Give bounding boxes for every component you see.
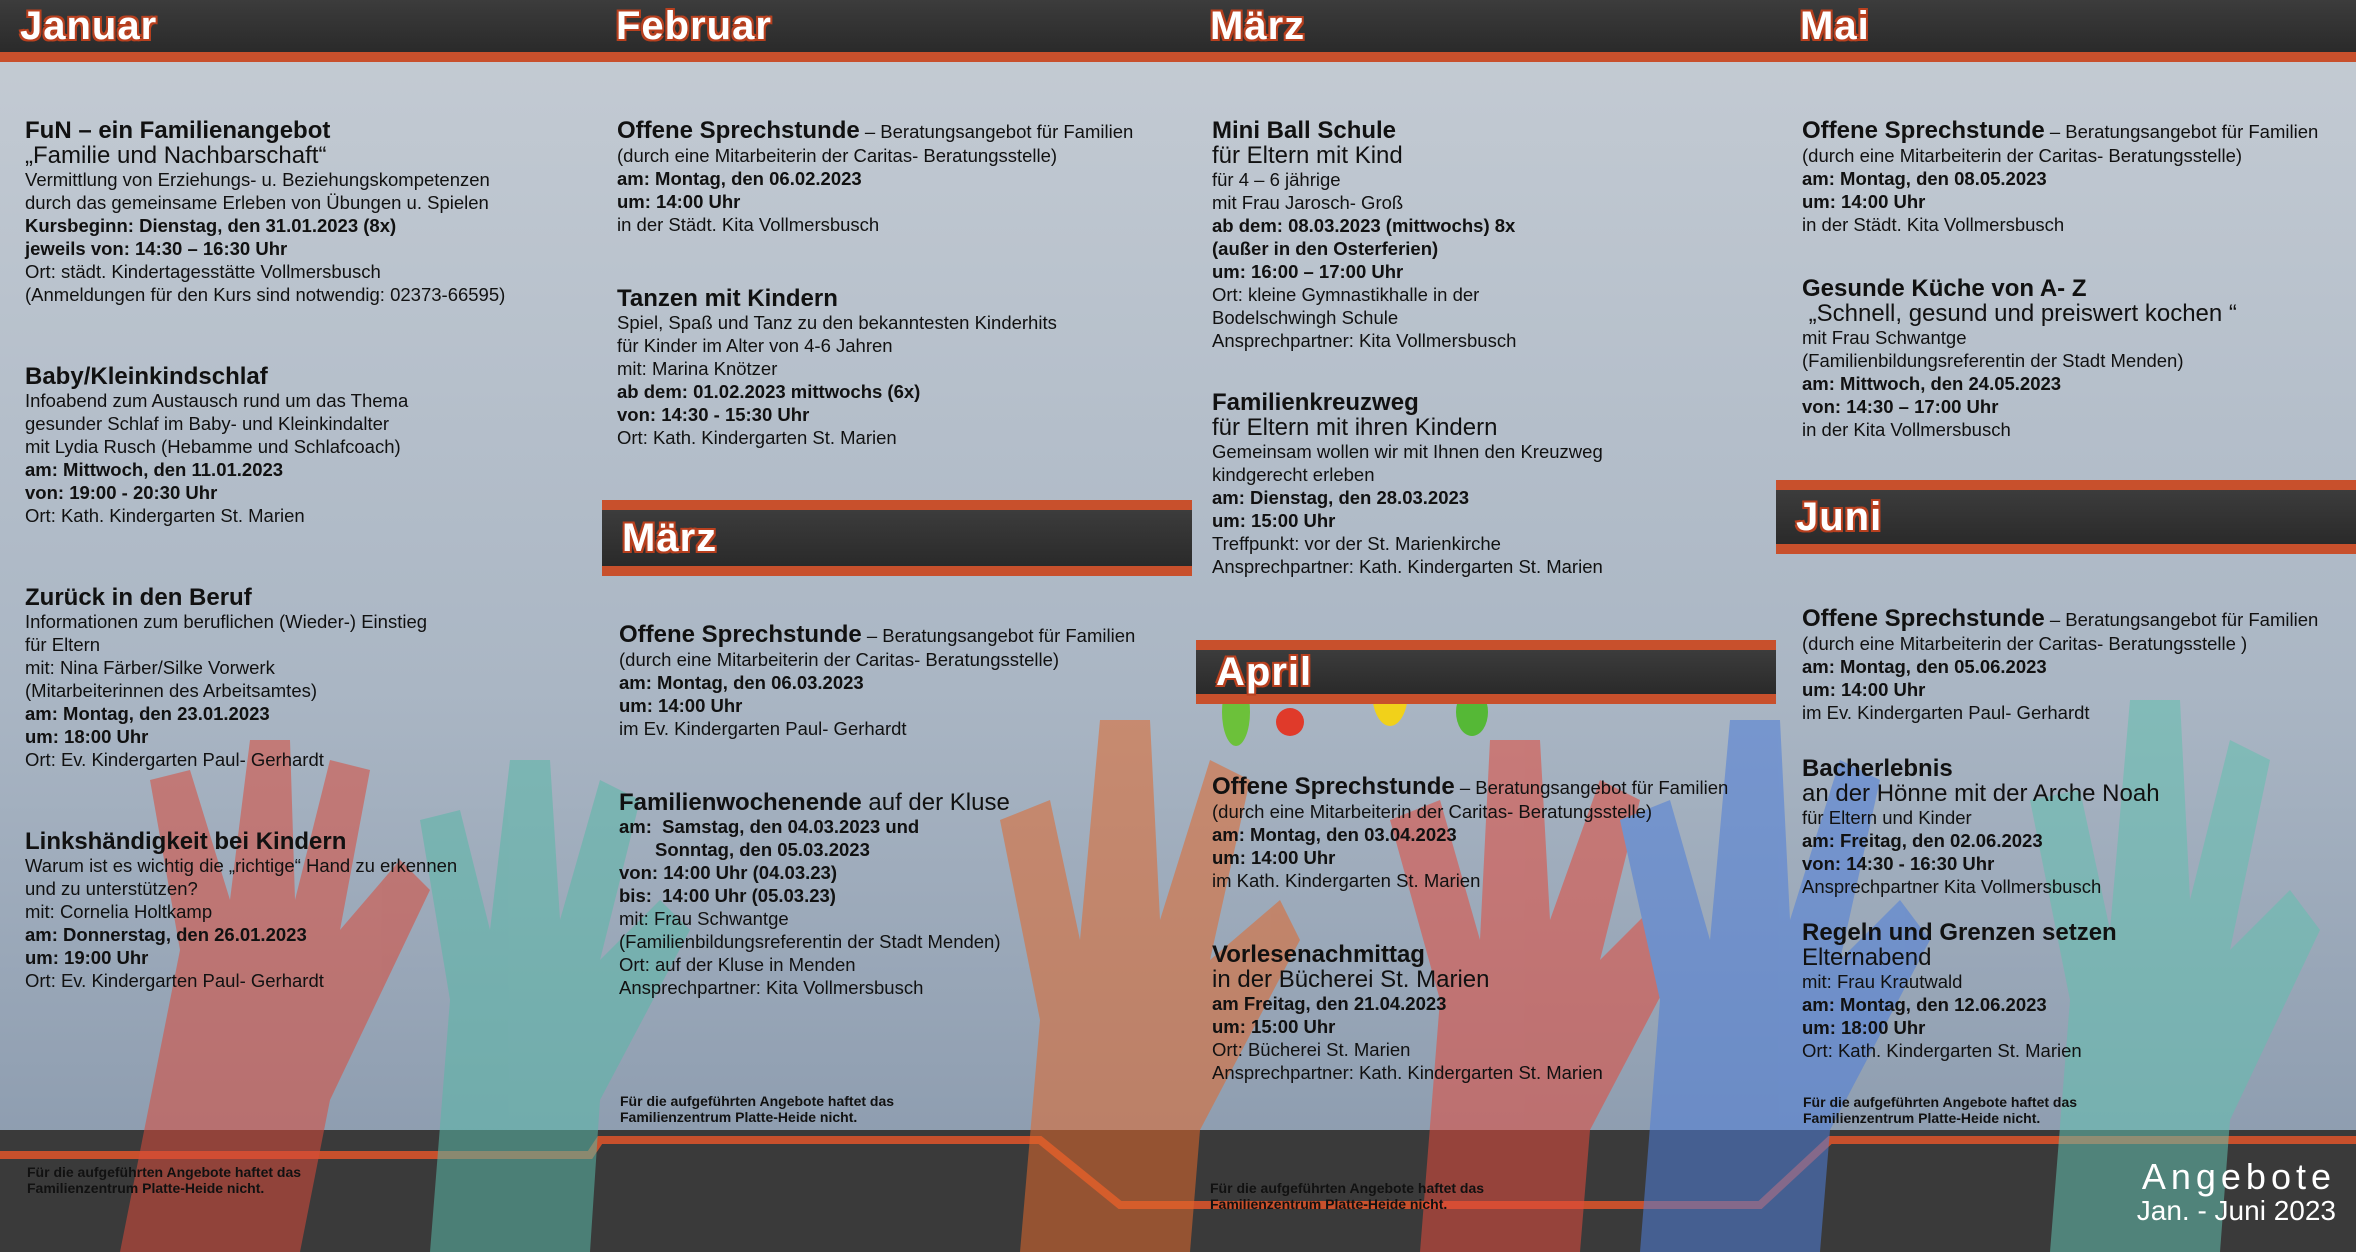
- event-line: von: 14:30 - 15:30 Uhr: [617, 404, 810, 425]
- event-title-text: Offene Sprechstunde: [1802, 605, 2045, 632]
- event-line: Ort: Bücherei St. Marien: [1212, 1039, 1411, 1060]
- event-line: am: Montag, den 03.04.2023: [1212, 824, 1457, 845]
- event-title: Zurück in den Beruf: [25, 584, 252, 611]
- event-line: im Ev. Kindergarten Paul- Gerhardt: [619, 718, 907, 739]
- disclaimer: Für die aufgeführten Angebote haftet das Familienzentrum Platte-Heide nicht.: [1210, 1180, 1485, 1212]
- event-title: Mini Ball Schule: [1212, 117, 1397, 144]
- event-title: Vorlesenachmittag: [1212, 941, 1425, 968]
- event-subtitle: an der Hönne mit der Arche Noah: [1802, 780, 2160, 807]
- event-line: (Familienbildungsreferentin der Stadt Menden): [619, 931, 1001, 952]
- column-juni: [1802, 606, 2342, 1120]
- event-line: Ort: Kath. Kindergarten St. Marien: [617, 427, 897, 448]
- disclaimer: Für die aufgeführten Angebote haftet das Familienzentrum Platte-Heide nicht.: [27, 1164, 302, 1196]
- event: [617, 286, 1177, 449]
- event-line: mit: Cornelia Holtkamp: [25, 901, 213, 922]
- event-line: in der Städt. Kita Vollmersbusch: [1802, 214, 2065, 235]
- event-line: „Familie und Nachbarschaft“: [25, 142, 327, 169]
- event-line: mit Frau Jarosch- Groß: [1212, 192, 1404, 213]
- event-line: Vermittlung von Erziehungs- u. Beziehungskompetenzen: [25, 169, 490, 190]
- event-line: Ansprechpartner Kita Vollmersbusch: [1802, 876, 2102, 897]
- event-line: um: 15:00 Uhr: [1212, 510, 1336, 531]
- event-line: kindgerecht erleben: [1212, 464, 1375, 485]
- event-line: um: 14:00 Uhr: [619, 695, 743, 716]
- event-line: am: Montag, den 05.06.2023: [1802, 656, 2047, 677]
- event-line: für 4 – 6 jährige: [1212, 169, 1341, 190]
- month-title: Mai: [1800, 4, 1870, 48]
- event-line: für Eltern und Kinder: [1802, 807, 1972, 828]
- event-line: mit Frau Schwantge: [1802, 327, 1967, 348]
- event-line: (durch eine Mitarbeiterin der Caritas- Beratungsstelle): [617, 145, 1058, 166]
- event-title-suffix: – Beratungsangebot für Familien: [2044, 121, 2319, 142]
- event-line: um: 14:00 Uhr: [1802, 191, 1926, 212]
- event: [25, 585, 585, 771]
- event: [1212, 774, 1772, 892]
- event: [25, 829, 585, 992]
- event-line: mit: Frau Schwantge: [619, 908, 789, 929]
- disclaimer: Für die aufgeführten Angebote haftet das Familienzentrum Platte-Heide nicht.: [620, 1093, 895, 1125]
- event-line: um: 14:00 Uhr: [1212, 847, 1336, 868]
- event-line: durch das gemeinsame Erleben von Übungen u. Spielen: [25, 192, 489, 213]
- event-line: am: Mittwoch, den 11.01.2023: [25, 459, 284, 480]
- event-line: Ansprechpartner: Kita Vollmersbusch: [619, 977, 924, 998]
- event-line: (durch eine Mitarbeiterin der Caritas- Beratungsstelle): [1802, 145, 2243, 166]
- event-line: um: 19:00 Uhr: [25, 947, 149, 968]
- event-line: (durch eine Mitarbeiterin der Caritas- Beratungsstelle ): [1802, 633, 2248, 654]
- event-title-suffix: – Beratungsangebot für Familien: [2044, 609, 2319, 630]
- event-line: Infoabend zum Austausch rund um das Thema: [25, 390, 409, 411]
- event-line: (durch eine Mitarbeiterin der Caritas- Beratungsstelle): [1212, 801, 1653, 822]
- event-subtitle: für Eltern mit Kind: [1212, 142, 1403, 169]
- event: [617, 118, 1177, 236]
- event: [1802, 606, 2342, 724]
- event-line: (Familienbildungsreferentin der Stadt Menden): [1802, 350, 2184, 371]
- event: [1802, 118, 2342, 236]
- event-line: Ansprechpartner: Kath. Kindergarten St. Marien: [1212, 1062, 1603, 1083]
- month-title: Februar: [616, 4, 772, 48]
- event-title-text: Offene Sprechstunde: [1212, 773, 1455, 800]
- event-line: gesunder Schlaf im Baby- und Kleinkindalter: [25, 413, 390, 434]
- event-line: mit: Nina Färber/Silke Vorwerk: [25, 657, 275, 678]
- event-title: Familienkreuzweg: [1212, 389, 1419, 416]
- event: [1212, 390, 1772, 578]
- event-line: um: 18:00 Uhr: [1802, 1017, 1926, 1038]
- month-header-maerz-2: [602, 500, 1192, 576]
- event-line: am: Freitag, den 02.06.2023: [1802, 830, 2043, 851]
- event-line: ab dem: 08.03.2023 (mittwochs) 8x: [1212, 215, 1516, 236]
- event-line: Kursbeginn: Dienstag, den 31.01.2023 (8x): [25, 215, 397, 236]
- event-line: Bodelschwingh Schule: [1212, 307, 1399, 328]
- event-title: Baby/Kleinkindschlaf: [25, 363, 268, 390]
- event-line: in der Kita Vollmersbusch: [1802, 419, 2011, 440]
- event-line: am: Montag, den 08.05.2023: [1802, 168, 2047, 189]
- event-line: Ort: Ev. Kindergarten Paul- Gerhardt: [25, 970, 324, 991]
- event-line: am: Dienstag, den 28.03.2023: [1212, 487, 1470, 508]
- event-title: FuN – ein Familienangebot: [25, 117, 331, 144]
- event-line: um: 16:00 – 17:00 Uhr: [1212, 261, 1404, 282]
- event-line: (außer in den Osterferien): [1212, 238, 1439, 259]
- event-line: am: Montag, den 06.03.2023: [619, 672, 864, 693]
- column-april: [1212, 774, 1772, 1142]
- event-line: Ort: auf der Kluse in Menden: [619, 954, 856, 975]
- event-line: Ort: kleine Gymnastikhalle in der: [1212, 284, 1480, 305]
- event-title: Tanzen mit Kindern: [617, 285, 838, 312]
- event-title: Gesunde Küche von A- Z: [1802, 275, 2087, 302]
- event-line: (durch eine Mitarbeiterin der Caritas- Beratungsstelle): [619, 649, 1060, 670]
- event-subtitle: „Schnell, gesund und preiswert kochen “: [1802, 300, 2237, 327]
- event: [25, 364, 585, 527]
- event-line: um: 14:00 Uhr: [1802, 679, 1926, 700]
- column-mai: [1802, 118, 2342, 499]
- event-line: im Ev. Kindergarten Paul- Gerhardt: [1802, 702, 2090, 723]
- month-header-maerz: [1190, 0, 1780, 52]
- event-line: jeweils von: 14:30 – 16:30 Uhr: [25, 238, 288, 259]
- event: [1802, 920, 2342, 1062]
- column-maerz-2: [619, 622, 1179, 1057]
- event-line: von: 14:30 - 16:30 Uhr: [1802, 853, 1995, 874]
- event-title: [619, 622, 1179, 648]
- event: [1802, 276, 2342, 441]
- event-line: Ansprechpartner: Kath. Kindergarten St. Marien: [1212, 556, 1603, 577]
- event-title: [617, 118, 1177, 144]
- event-line: von: 19:00 - 20:30 Uhr: [25, 482, 218, 503]
- event-line: am Freitag, den 21.04.2023: [1212, 993, 1447, 1014]
- event-title-suffix: auf der Kluse: [861, 789, 1010, 816]
- event-line: am: Montag, den 06.02.2023: [617, 168, 862, 189]
- event-title: [1802, 606, 2342, 632]
- month-header-mai: [1780, 0, 2356, 52]
- event-title-suffix: – Beratungsangebot für Familien: [859, 121, 1134, 142]
- column-januar: [25, 118, 585, 1050]
- event-line: Ort: städt. Kindertagesstätte Vollmersbusch: [25, 261, 381, 282]
- event-line: und zu unterstützen?: [25, 878, 198, 899]
- event-title: [619, 790, 1179, 815]
- event-line: am: Mittwoch, den 24.05.2023: [1802, 373, 2062, 394]
- brand-block: [2137, 1158, 2336, 1226]
- event-title: Linkshändigkeit bei Kindern: [25, 828, 347, 855]
- event-line: (Anmeldungen für den Kurs sind notwendig: 02373-66595): [25, 284, 506, 305]
- event-line: Ort: Kath. Kindergarten St. Marien: [25, 505, 305, 526]
- brand-title: Angebote: [2141, 1156, 2336, 1197]
- event-line: am: Donnerstag, den 26.01.2023: [25, 924, 307, 945]
- event-line: Ort: Ev. Kindergarten Paul- Gerhardt: [25, 749, 324, 770]
- event-title: Bacherlebnis: [1802, 755, 1953, 782]
- event-title-suffix: – Beratungsangebot für Familien: [861, 625, 1136, 646]
- event-line: Sonntag, den 05.03.2023: [619, 839, 870, 860]
- month-title: Juni: [1796, 495, 1883, 539]
- brand-dates: Jan. - Juni 2023: [2136, 1195, 2336, 1226]
- event-title-text: Offene Sprechstunde: [617, 117, 860, 144]
- event-title: [1802, 118, 2342, 144]
- event: [25, 118, 585, 306]
- event-line: Spiel, Spaß und Tanz zu den bekanntesten Kinderhits: [617, 312, 1057, 333]
- column-maerz: [1212, 118, 1772, 636]
- event-line: um: 14:00 Uhr: [617, 191, 741, 212]
- column-februar: [617, 118, 1177, 507]
- event-title-text: Offene Sprechstunde: [1802, 117, 2045, 144]
- event-line: im Kath. Kindergarten St. Marien: [1212, 870, 1481, 891]
- event-line: um: 18:00 Uhr: [25, 726, 149, 747]
- event-line: Gemeinsam wollen wir mit Ihnen den Kreuzweg: [1212, 441, 1603, 462]
- event-title-suffix: – Beratungsangebot für Familien: [1454, 777, 1729, 798]
- event-line: Treffpunkt: vor der St. Marienkirche: [1212, 533, 1501, 554]
- event-line: Ort: Kath. Kindergarten St. Marien: [1802, 1040, 2082, 1061]
- event-line: Warum ist es wichtig die „richtige“ Hand zu erkennen: [25, 855, 458, 876]
- event-line: von: 14:00 Uhr (04.03.23): [619, 862, 837, 883]
- event-title: Regeln und Grenzen setzen: [1802, 919, 2117, 946]
- event-line: bis: 14:00 Uhr (05.03.23): [619, 885, 836, 906]
- event-line: um: 15:00 Uhr: [1212, 1016, 1336, 1037]
- event-line: in der Städt. Kita Vollmersbusch: [617, 214, 880, 235]
- month-title: April: [1216, 650, 1313, 694]
- month-title: Januar: [20, 4, 158, 48]
- event-subtitle: in der Bücherei St. Marien: [1212, 966, 1490, 993]
- event-line: am: Montag, den 12.06.2023: [1802, 994, 2047, 1015]
- month-title: März: [622, 516, 718, 560]
- disclaimer: Für die aufgeführten Angebote haftet das Familienzentrum Platte-Heide nicht.: [1803, 1094, 2078, 1126]
- event-subtitle: Elternabend: [1802, 944, 1932, 971]
- event: [1212, 942, 1772, 1084]
- event: [1802, 756, 2342, 898]
- event-line: mit: Marina Knötzer: [617, 358, 778, 379]
- event-line: Ansprechpartner: Kita Vollmersbusch: [1212, 330, 1517, 351]
- month-header-februar: [596, 0, 1186, 52]
- event: [1212, 118, 1772, 352]
- event: [619, 790, 1179, 999]
- event-subtitle: für Eltern mit ihren Kindern: [1212, 414, 1498, 441]
- event-title-text: Familienwochenende: [619, 789, 862, 816]
- event-line: von: 14:30 – 17:00 Uhr: [1802, 396, 1999, 417]
- event-line: mit Lydia Rusch (Hebamme und Schlafcoach): [25, 436, 401, 457]
- event-line: mit: Frau Krautwald: [1802, 971, 1963, 992]
- event: [619, 622, 1179, 740]
- event-title-text: Offene Sprechstunde: [619, 621, 862, 648]
- event-line: ab dem: 01.02.2023 mittwochs (6x): [617, 381, 921, 402]
- event-line: am: Montag, den 23.01.2023: [25, 703, 270, 724]
- event-line: am: Samstag, den 04.03.2023 und: [619, 816, 920, 837]
- month-title: März: [1210, 4, 1306, 48]
- month-header-april: [1196, 640, 1776, 704]
- event-line: (Mitarbeiterinnen des Arbeitsamtes): [25, 680, 318, 701]
- event-line: für Eltern: [25, 634, 101, 655]
- event-title: [1212, 774, 1772, 800]
- event-line: für Kinder im Alter von 4-6 Jahren: [617, 335, 893, 356]
- event-line: Informationen zum beruflichen (Wieder-) Einstieg: [25, 611, 428, 632]
